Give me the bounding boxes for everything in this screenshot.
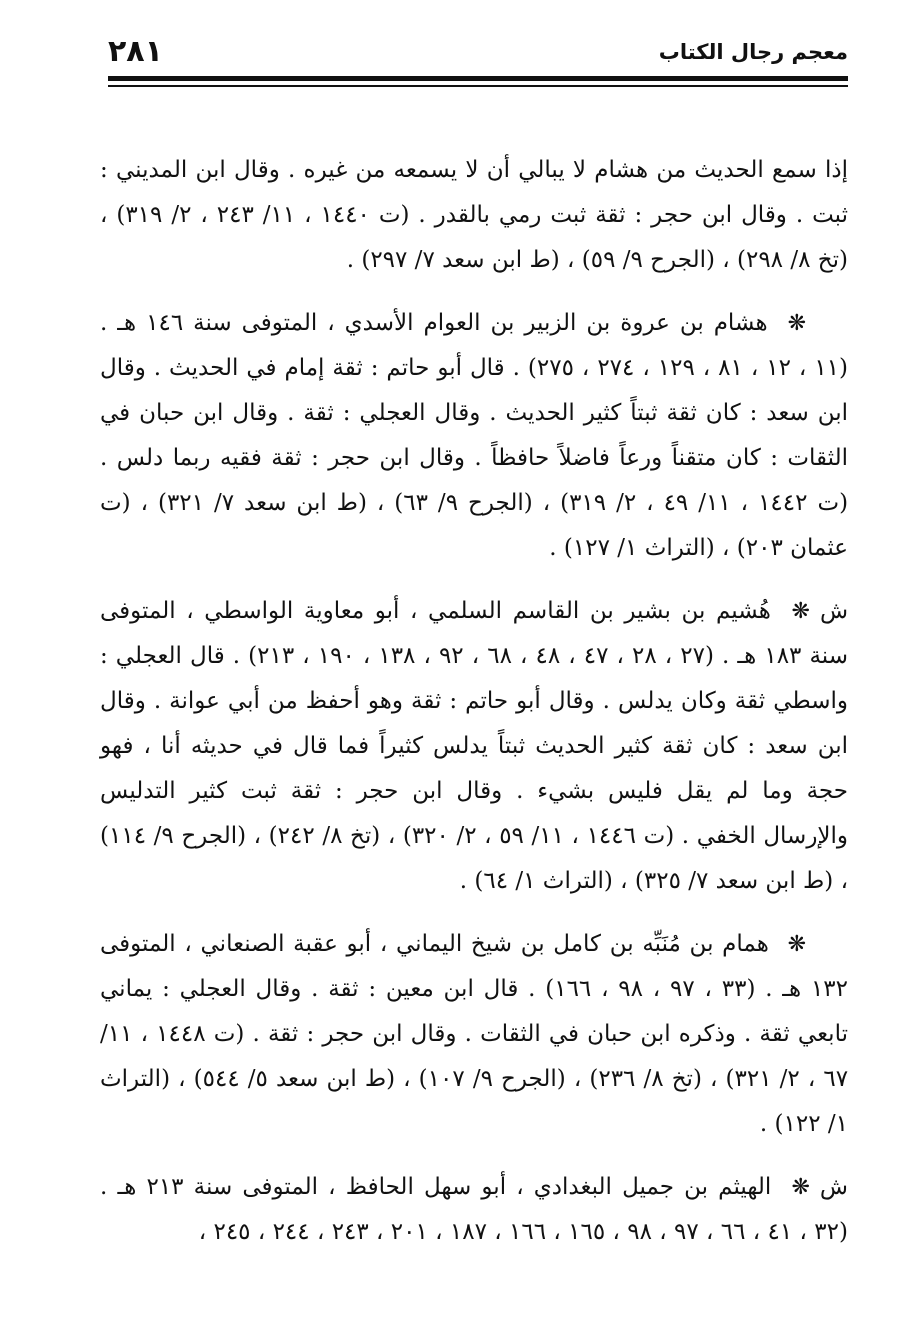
entry-prefix-shin: ش	[819, 598, 849, 624]
entry-text: هُشيم بن بشير بن القاسم السلمي ، أبو معاوية الواسطي ، المتوفى سنة ١٨٣ هـ . (٢٧ ، ٢٨ ، ٤٧ ، ٤٨ ، ٦٨ ، ٩٢ ، ١٣٨ ، ١٩٠ ، ٢١٣) . قال العجلي : واسطي ثقة وكان يدلس . وقال أبو حاتم : ثقة وهو أحفظ من أبي عوانة . وقال ابن سعد : كان ثقة كثير الحديث ثبتاً يدلس كثيراً فما قال في حديثه أنا ، فهو حجة وما لم يقل فليس بشيء . وقال ابن حجر : ثقة ثبت كثير التدليس والإرسال الخفي . (ت ١٤٤٦ ، ١١/ ٥٩ ، ٢/ ٣٢٠) ، (تخ ٨/ ٢٤٢) ، (الجرح ٩/ ١١٤) ، (ط ابن سعد ٧/ ٣٢٥) ، (التراث ١/ ٦٤) .	[100, 598, 849, 894]
page-number: ٢٨١	[108, 34, 163, 69]
asterisk-ornament-icon: ❋	[791, 599, 810, 624]
running-header	[108, 30, 848, 74]
header-rule-thin	[108, 85, 848, 87]
entry-hammam-ibn-munabbih	[100, 922, 848, 1147]
continued-entry-text: إذا سمع الحديث من هشام لا يبالي أن لا يسمعه من غيره . وقال ابن المديني : ثبت . وقال ابن حجر : ثقة ثبت رمي بالقدر . (ت ١٤٤٠ ، ١١/ ٢٤٣ ، ٢/ ٣١٩) ، (تخ ٨/ ٢٩٨) ، (الجرح ٩/ ٥٩) ، (ط ابن سعد ٧/ ٢٩٧) .	[100, 157, 849, 273]
book-title: معجم رجال الكتاب	[658, 40, 848, 64]
asterisk-ornament-icon: ❋	[787, 932, 807, 957]
entry-text: همام بن مُنَبِّه بن كامل بن شيخ اليماني ، أبو عقبة الصنعاني ، المتوفى ١٣٢ هـ . (٣٣ ، ٩٧ ، ٩٨ ، ١٦٦) . قال ابن معين : ثقة . وقال العجلي : يماني تابعي ثقة . وذكره ابن حبان في الثقات . وقال ابن حجر : ثقة . (ت ١٤٤٨ ، ١١/ ٦٧ ، ٢/ ٣٢١) ، (تخ ٨/ ٢٣٦) ، (الجرح ٩/ ١٠٧) ، (ط ابن سعد ٥/ ٥٤٤) ، (التراث ١/ ١٢٢) .	[100, 931, 849, 1137]
entry-hushaym-ibn-bashir	[100, 589, 848, 904]
header-rule-thick	[108, 76, 848, 81]
asterisk-ornament-icon: ❋	[787, 311, 806, 336]
entry-text: هشام بن عروة بن الزبير بن العوام الأسدي ، المتوفى سنة ١٤٦ هـ . (١١ ، ١٢ ، ٨١ ، ١٢٩ ، ٢٧٤ ، ٢٧٥) . قال أبو حاتم : ثقة إمام في الحديث . وقال ابن سعد : كان ثقة ثبتاً كثير الحديث . وقال العجلي : ثقة . وقال ابن حبان في الثقات : كان متقناً ورعاً فاضلاً حافظاً . وقال ابن حجر : ثقة فقيه ربما دلس . (ت ١٤٤٢ ، ١١/ ٤٩ ، ٢/ ٣١٩) ، (الجرح ٩/ ٦٣) ، (ط ابن سعد ٧/ ٣٢١) ، (ت عثمان ٢٠٣) ، (التراث ١/ ١٢٧) .	[100, 310, 849, 561]
asterisk-ornament-icon: ❋	[791, 1175, 810, 1200]
entry-prefix-shin: ش	[819, 1174, 848, 1200]
entry-hisham-ibn-urwa	[100, 301, 848, 571]
continued-entry	[100, 148, 848, 283]
page-body	[100, 148, 848, 1273]
entry-text: الهيثم بن جميل البغدادي ، أبو سهل الحافظ ، المتوفى سنة ٢١٣ هـ . (٣٢ ، ٤١ ، ٦٦ ، ٩٧ ، ٩٨ ، ١٦٥ ، ١٦٦ ، ١٨٧ ، ٢٠١ ، ٢٤٣ ، ٢٤٤ ، ٢٤٥ ،	[100, 1174, 848, 1245]
entry-haytham-ibn-jamil	[100, 1165, 848, 1255]
